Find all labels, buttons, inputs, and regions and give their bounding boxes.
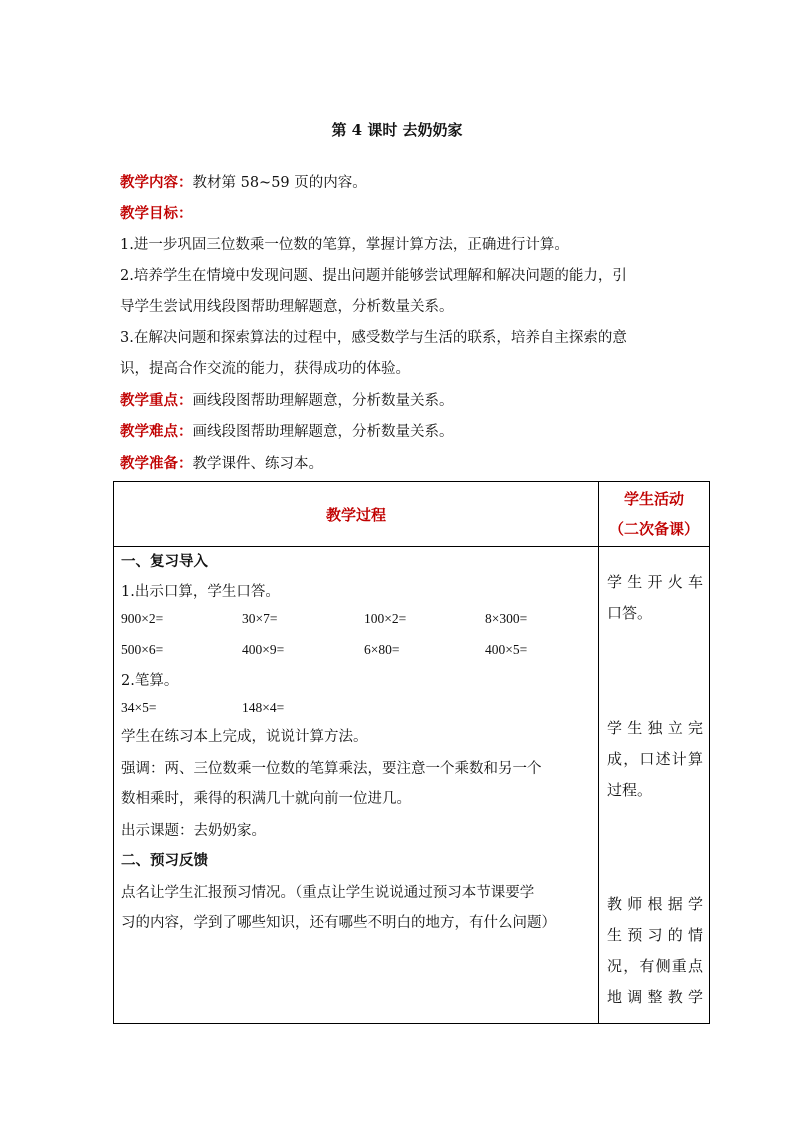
header-student-activity xyxy=(599,482,710,547)
goal-line: 1.进一步巩固三位数乘一位数的笔算，掌握计算方法，正确进行计算。 xyxy=(120,237,569,253)
preparation-text: 教学课件、练习本。 xyxy=(192,456,323,472)
activity-note-3 xyxy=(607,889,703,1013)
teaching-content-text: 教材第 58~59 页的内容。 xyxy=(192,175,367,191)
written-calc: 34×5= xyxy=(121,700,157,715)
section-review-intro: 一、复习导入 xyxy=(121,553,208,570)
activity-line: 学生独立完 xyxy=(607,719,703,737)
difficulty xyxy=(120,421,700,443)
activity-note-1 xyxy=(607,567,703,629)
difficulty-text: 画线段图帮助理解题意，分析数量关系。 xyxy=(192,424,454,440)
student-activity-cell xyxy=(599,547,710,1024)
section-preview-feedback: 二、预习反馈 xyxy=(121,852,208,869)
process-line: 习的内容，学到了哪些知识，还有哪些不明白的地方，有什么问题） xyxy=(121,915,556,931)
key-point-label: 教学重点： xyxy=(120,392,193,409)
oral-calc: 500×6= xyxy=(121,642,164,657)
activity-line: 教师根据学 xyxy=(607,895,703,913)
goal-line: 2.培养学生在情境中发现问题、提出问题并能够尝试理解和解决问题的能力，引 xyxy=(120,268,627,284)
activity-line: 生预习的情 xyxy=(607,926,703,944)
goal-line: 导学生尝试用线段图帮助理解题意，分析数量关系。 xyxy=(120,299,454,315)
process-line: 出示课题：去奶奶家。 xyxy=(121,823,266,839)
oral-calc: 30×7= xyxy=(242,611,278,626)
activity-line: 地调整教学 xyxy=(607,988,703,1006)
process-line: 强调：两、三位数乘一位数的笔算乘法，要注意一个乘数和另一个 xyxy=(121,761,542,777)
table-body-row xyxy=(114,547,710,1024)
goal-line: 识，提高合作交流的能力，获得成功的体验。 xyxy=(120,361,410,377)
process-cell xyxy=(114,547,599,1024)
header-student-activity-line2: （二次备课） xyxy=(608,520,699,538)
activity-note-2 xyxy=(607,713,703,806)
activity-line: 成，口述计算 xyxy=(607,750,703,768)
teaching-goals-label: 教学目标： xyxy=(120,205,193,222)
oral-calc: 400×9= xyxy=(242,642,285,657)
teaching-content-label: 教学内容： xyxy=(120,174,193,191)
header-student-activity-line1: 学生活动 xyxy=(623,490,684,508)
table-header-row xyxy=(114,482,710,547)
process-line: 2.笔算。 xyxy=(121,673,179,689)
activity-line: 过程。 xyxy=(607,781,653,799)
oral-calc: 8×300= xyxy=(485,611,528,626)
header-teaching-process: 教学过程 xyxy=(114,482,599,547)
oral-calc: 100×2= xyxy=(364,611,407,626)
oral-calc: 400×5= xyxy=(485,642,528,657)
process-line: 学生在练习本上完成，说说计算方法。 xyxy=(121,729,368,745)
activity-line: 学生开火车 xyxy=(607,573,703,591)
process-line: 1.出示口算，学生口答。 xyxy=(121,584,280,600)
page-title: 第 4 课时 去奶奶家 xyxy=(331,121,463,139)
activity-line: 口答。 xyxy=(607,604,653,622)
teaching-goals-list xyxy=(120,230,690,385)
teaching-goals-heading xyxy=(120,203,700,225)
teaching-content xyxy=(120,172,700,194)
process-line: 数相乘时，乘得的积满几十就向前一位进几。 xyxy=(121,791,411,807)
key-point xyxy=(120,390,700,412)
oral-calc: 6×80= xyxy=(364,642,400,657)
difficulty-label: 教学难点： xyxy=(120,423,193,440)
key-point-text: 画线段图帮助理解题意，分析数量关系。 xyxy=(192,393,454,409)
teaching-process-table xyxy=(113,481,710,1024)
oral-calc: 900×2= xyxy=(121,611,164,626)
preparation xyxy=(120,453,700,475)
preparation-label: 教学准备： xyxy=(120,455,193,472)
goal-line: 3.在解决问题和探索算法的过程中，感受数学与生活的联系，培养自主探索的意 xyxy=(120,330,627,346)
activity-line: 况，有侧重点 xyxy=(607,957,703,975)
process-line: 点名让学生汇报预习情况。（重点让学生说说通过预习本节课要学 xyxy=(121,885,535,901)
written-calc: 148×4= xyxy=(242,700,285,715)
